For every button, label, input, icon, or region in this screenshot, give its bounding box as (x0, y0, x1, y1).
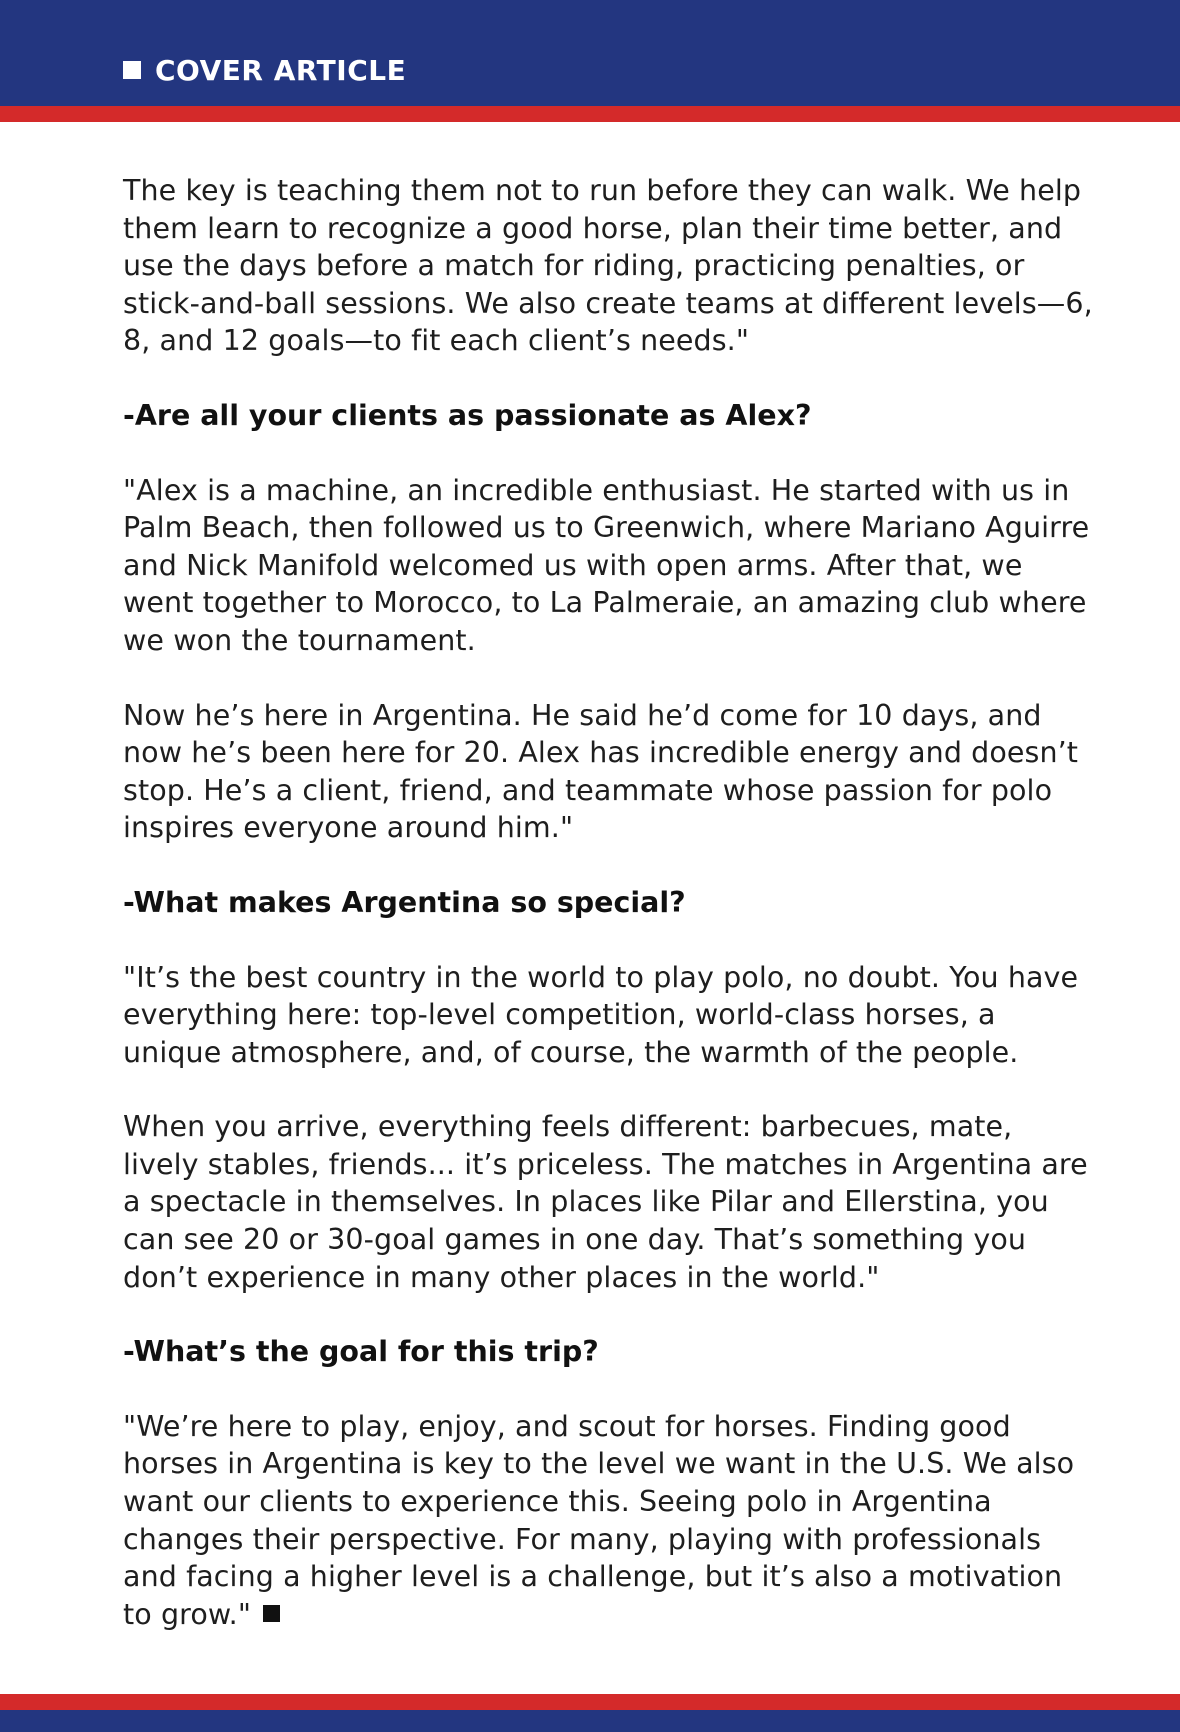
question-heading: -What makes Argentina so special? (123, 885, 686, 919)
square-bullet-icon (123, 61, 141, 79)
intro-paragraph: The key is teaching them not to run before they can walk. We help them learn to recognize a good horse, plan their time better, and use the days before a match for riding, practicing penalties, or stick-and-ball sessions. We also create teams at different levels—6, 8, and 12 goals—to fit each client’s needs." (123, 174, 1093, 358)
section-label-text: COVER ARTICLE (155, 53, 407, 87)
answer-paragraph: Now he’s here in Argentina. He said he’d come for 10 days, and now he’s been here for 20. Alex has incredible energy and doesn’t stop. He’s a client, friend, and teammate whose passion for polo inspires everyone around him." (123, 698, 1079, 845)
question-heading: -What’s the goal for this trip? (123, 1335, 599, 1369)
article-body (123, 172, 1093, 1670)
question-heading: -Are all your clients as passionate as Alex? (123, 398, 812, 432)
answer-paragraph: "Alex is a machine, an incredible enthusiast. He started with us in Palm Beach, then followed us to Greenwich, where Mariano Aguirre and Nick Manifold welcomed us with open arms. After that, we went together to Morocco, to La Palmeraie, an amazing club where we won the tournament. (123, 473, 1090, 657)
footer-red-stripe (0, 1694, 1180, 1710)
final-answer-paragraph (123, 1408, 1093, 1634)
answer-paragraph: When you arrive, everything feels different: barbecues, mate, lively stables, friends... it’s priceless. The matches in Argentina are a spectacle in themselves. In places like Pilar and Ellerstina, you can see 20 or 30-goal games in one day. That’s something you don’t experience in many other places in the world." (123, 1110, 1088, 1294)
answer-paragraph: "It’s the best country in the world to play polo, no doubt. You have everything here: top-level competition, world-class horses, a unique atmosphere, and, of course, the warmth of the people. (123, 960, 1079, 1069)
end-of-article-icon (263, 1605, 280, 1622)
section-label (123, 50, 406, 90)
footer-band (0, 1710, 1180, 1732)
header-red-stripe (0, 106, 1180, 122)
final-answer-text: "We’re here to play, enjoy, and scout for horses. Finding good horses in Argentina is key to the level we want in the U.S. We also want our clients to experience this. Seeing polo in Argentina changes their perspective. For many, playing with professionals and facing a higher level is a challenge, but it’s also a motivation to grow." (123, 1409, 1075, 1631)
